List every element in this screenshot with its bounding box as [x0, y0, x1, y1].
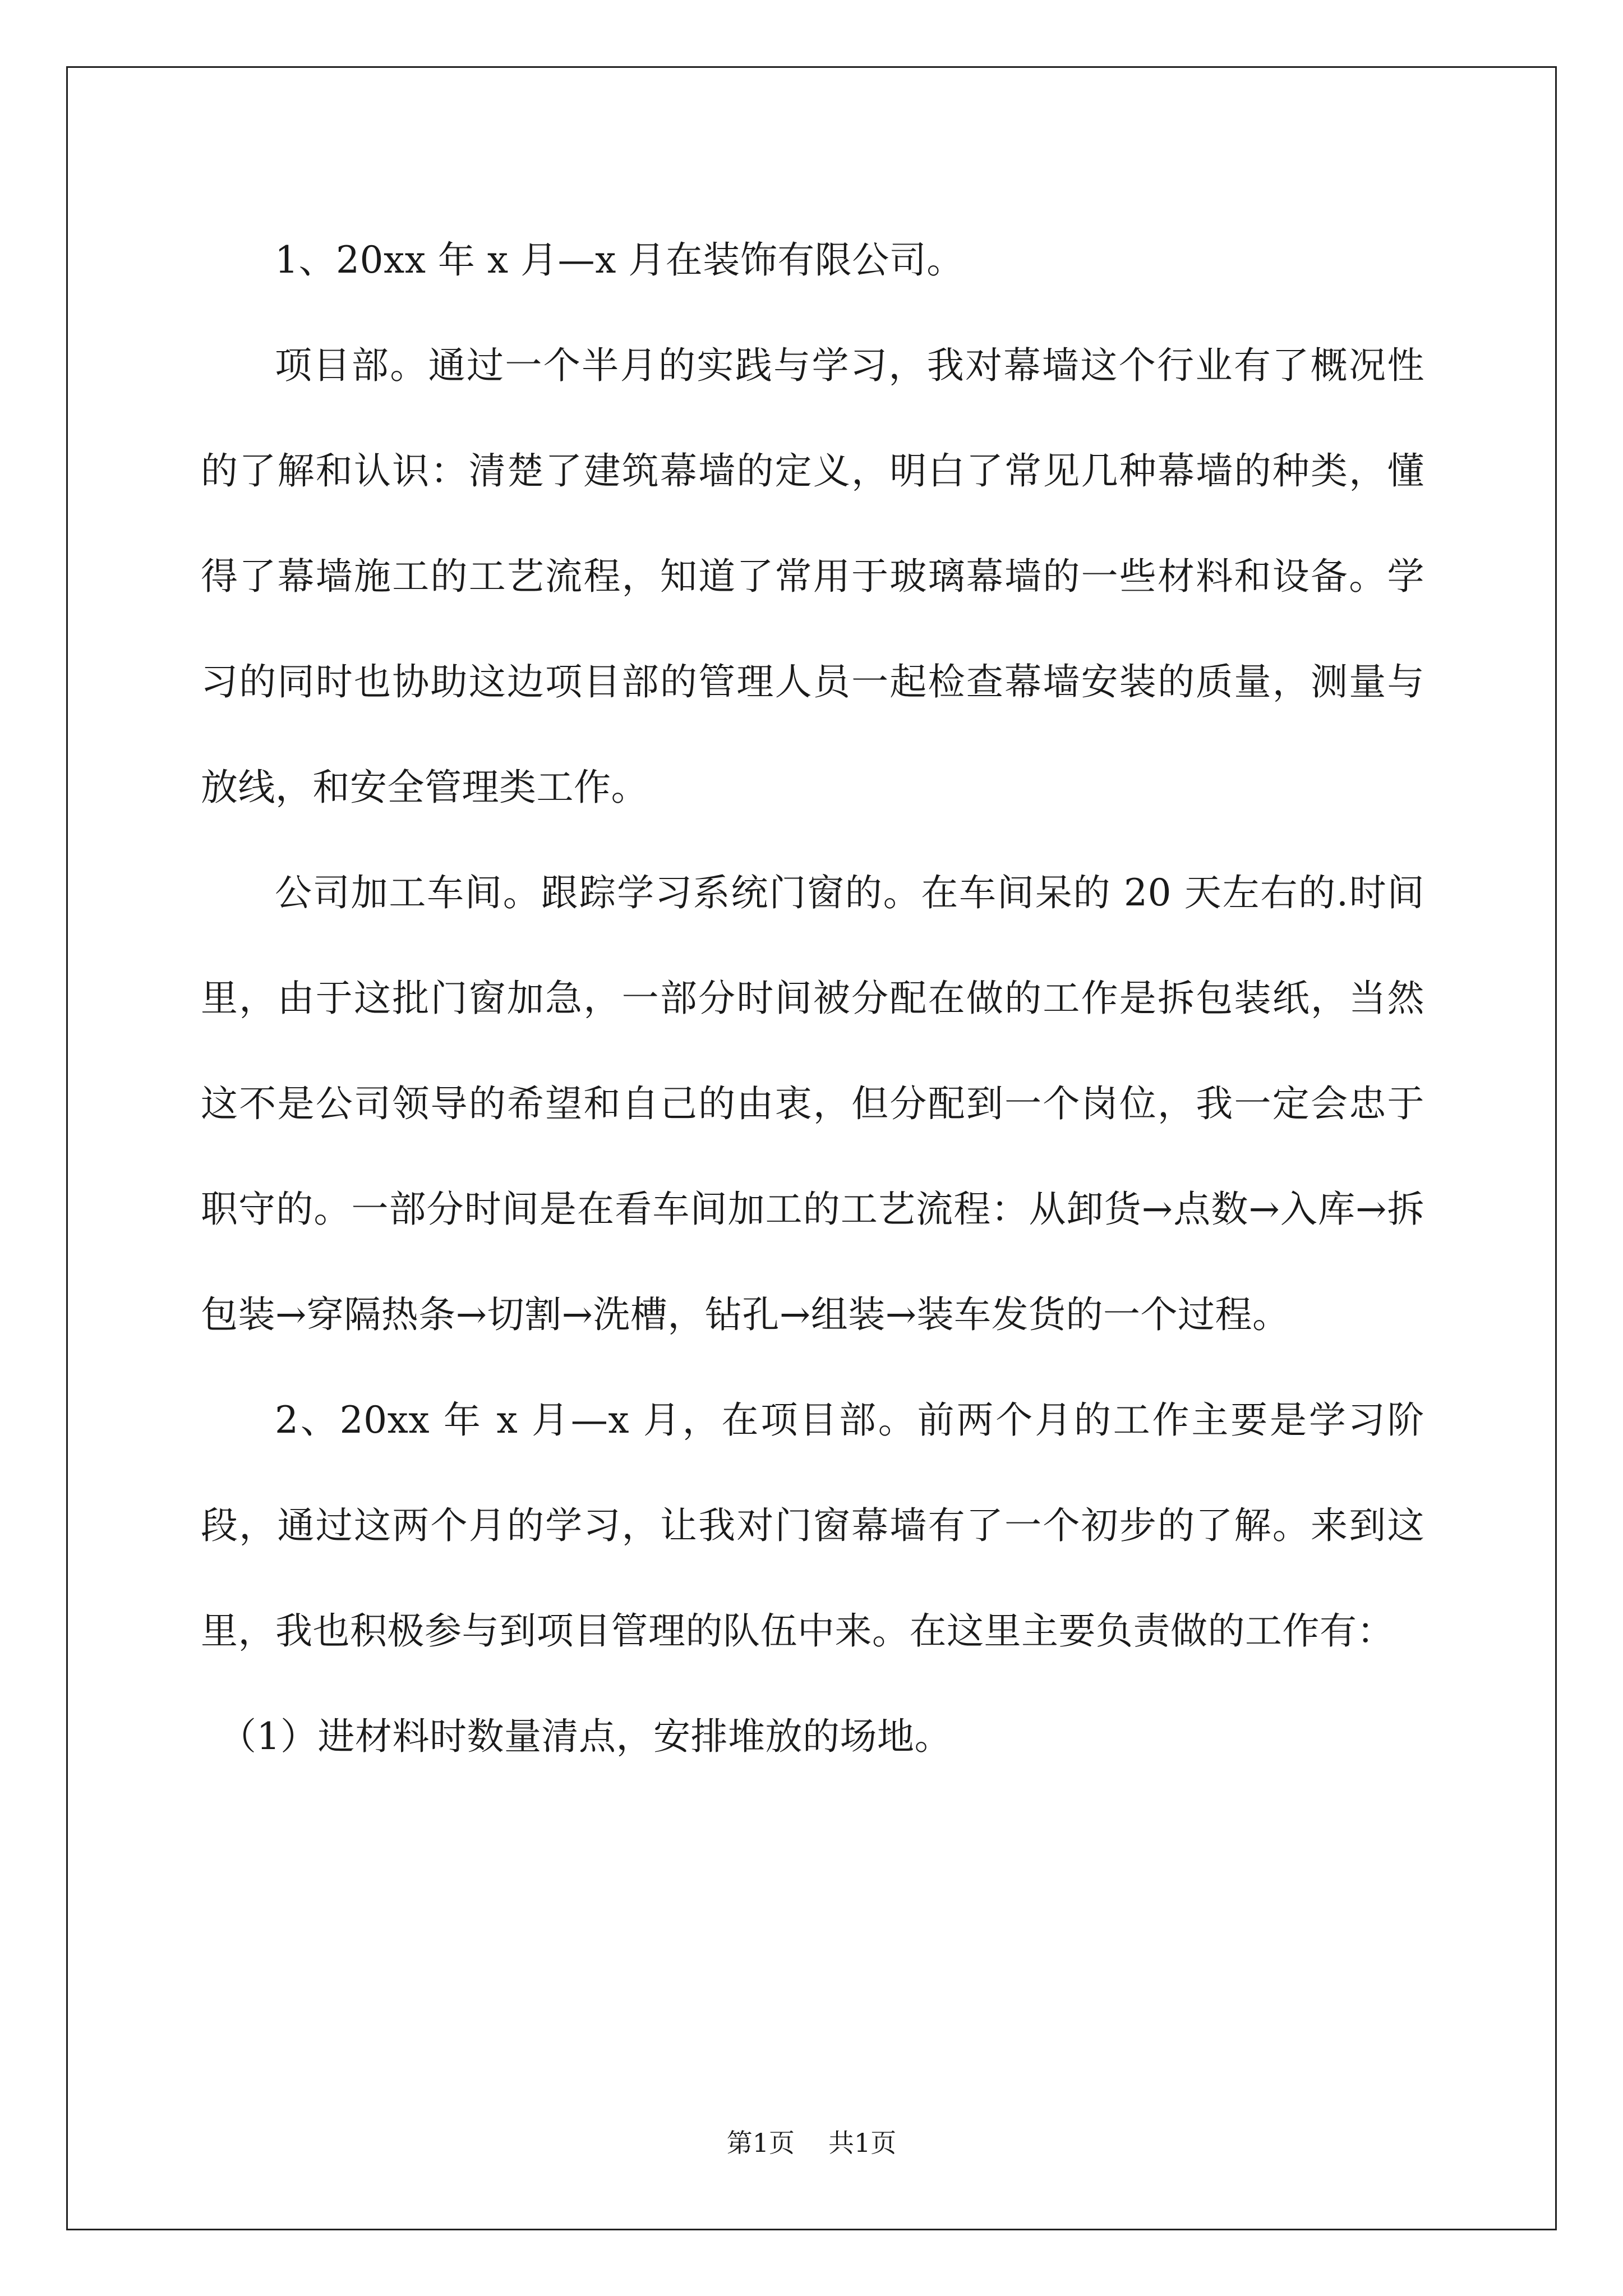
page-total: 共1页	[828, 2128, 897, 2158]
paragraph-3: 公司加工车间。跟踪学习系统门窗的。在车间呆的 20 天左右的.时间里，由于这批门窗加急，一部分时间被分配在做的工作是拆包装纸，当然这不是公司领导的希望和自己的由衷，但分配到一个岗位，我一定会忠于职守的。一部分时间是在看车间加工的工艺流程：从卸货→点数→入库→拆包装→穿隔热条→切割→洗槽，钻孔→组装→装车发货的一个过程。	[201, 871, 1424, 1336]
paragraph-5: （1）进材料时数量清点，安排堆放的场地。	[219, 1715, 952, 1758]
page-footer	[0, 2126, 1623, 2160]
paragraph-1: 1、20xx 年 x 月—x 月在装饰有限公司。	[275, 238, 964, 282]
document-body	[201, 208, 1424, 1789]
page-number: 第1页	[726, 2128, 795, 2158]
paragraph-4: 2、20xx 年 x 月—x 月，在项目部。前两个月的工作主要是学习阶段，通过这两个月的学习，让我对门窗幕墙有了一个初步的了解。来到这里，我也积极参与到项目管理的队伍中来。在这里主要负责做的工作有：	[201, 1398, 1424, 1653]
paragraph-2: 项目部。通过一个半月的实践与学习，我对幕墙这个行业有了概况性的了解和认识：清楚了建筑幕墙的定义，明白了常见几种幕墙的种类，懂得了幕墙施工的工艺流程，知道了常用于玻璃幕墙的一些材料和设备。学习的同时也协助这边项目部的管理人员一起检查幕墙安装的质量，测量与放线，和安全管理类工作。	[201, 344, 1424, 809]
